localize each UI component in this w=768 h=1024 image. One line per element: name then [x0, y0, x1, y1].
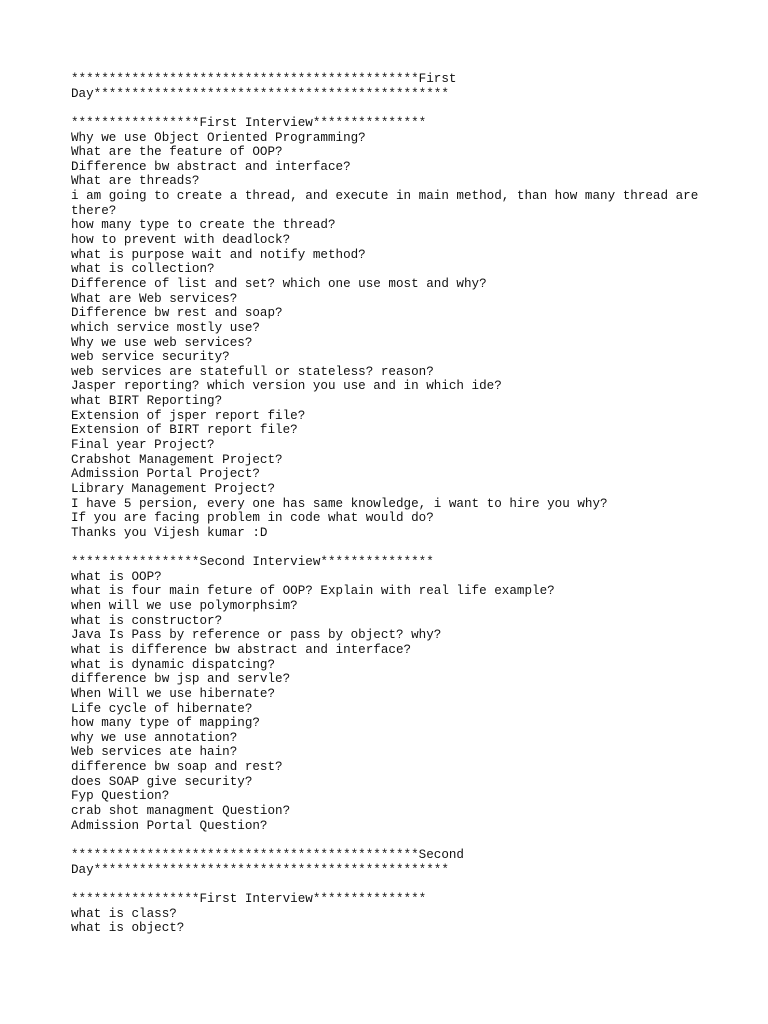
day-header-line: Day***********************************************: [71, 86, 449, 101]
question-line: web services are statefull or stateless? reason?: [71, 364, 434, 379]
question-line: what is dynamic dispatcing?: [71, 657, 276, 672]
question-line: Thanks you Vijesh kumar :D: [71, 525, 268, 540]
document-page: [71, 72, 731, 936]
question-line: Java Is Pass by reference or pass by object? why?: [71, 628, 442, 643]
question-line: what is object?: [71, 921, 185, 936]
question-line: Difference of list and set? which one use most and why?: [71, 276, 487, 291]
question-line: What are threads?: [71, 174, 200, 189]
day-header-line: Day***********************************************: [71, 862, 449, 877]
question-line: What are Web services?: [71, 291, 238, 306]
day1-second-interview: [71, 555, 731, 833]
question-line: Admission Portal Project?: [71, 467, 260, 482]
question-line: web service security?: [71, 350, 230, 365]
second-day-header: [71, 848, 731, 877]
question-line: how to prevent with deadlock?: [71, 233, 291, 248]
question-line: What are the feature of OOP?: [71, 145, 283, 160]
question-line: what is OOP?: [71, 569, 162, 584]
question-line: there?: [71, 203, 117, 218]
question-line: Web services ate hain?: [71, 745, 238, 760]
question-line: does SOAP give security?: [71, 774, 253, 789]
question-line: Final year Project?: [71, 438, 215, 453]
question-line: Fyp Question?: [71, 789, 170, 804]
day-header-line: **********************************************Second: [71, 847, 464, 862]
question-line: Difference bw rest and soap?: [71, 306, 283, 321]
blank-line: [71, 877, 731, 892]
question-line: what BIRT Reporting?: [71, 394, 223, 409]
question-line: crab shot managment Question?: [71, 804, 291, 819]
blank-line: [71, 541, 731, 556]
day-header-line: **********************************************First: [71, 72, 457, 86]
interview-heading: *****************Second Interview***************: [71, 555, 434, 570]
question-line: Why we use web services?: [71, 335, 253, 350]
question-line: Library Management Project?: [71, 481, 276, 496]
question-line: Difference bw abstract and interface?: [71, 159, 351, 174]
blank-line: [71, 833, 731, 848]
first-day-header: [71, 72, 731, 101]
question-line: difference bw soap and rest?: [71, 760, 283, 775]
question-line: I have 5 persion, every one has same knowledge, i want to hire you why?: [71, 496, 608, 511]
question-line: When Will we use hibernate?: [71, 686, 276, 701]
question-line: Extension of jsper report file?: [71, 408, 306, 423]
interview-heading: *****************First Interview***************: [71, 891, 427, 906]
day1-first-interview: [71, 116, 731, 541]
question-line: what is difference bw abstract and interface?: [71, 642, 412, 657]
question-line: what is class?: [71, 906, 177, 921]
question-line: If you are facing problem in code what would do?: [71, 511, 434, 526]
interview-heading: *****************First Interview***************: [71, 115, 427, 130]
question-line: why we use annotation?: [71, 730, 238, 745]
question-line: Admission Portal Question?: [71, 818, 268, 833]
question-line: Crabshot Management Project?: [71, 452, 283, 467]
day2-first-interview: [71, 892, 731, 936]
question-line: i am going to create a thread, and execute in main method, than how many thread are: [71, 189, 699, 204]
question-line: when will we use polymorphsim?: [71, 599, 298, 614]
question-line: what is purpose wait and notify method?: [71, 247, 366, 262]
question-line: which service mostly use?: [71, 320, 260, 335]
question-line: difference bw jsp and servle?: [71, 672, 291, 687]
question-line: Extension of BIRT report file?: [71, 423, 298, 438]
question-line: what is constructor?: [71, 613, 223, 628]
question-line: how many type to create the thread?: [71, 218, 336, 233]
question-line: Why we use Object Oriented Programming?: [71, 130, 366, 145]
question-line: Jasper reporting? which version you use and in which ide?: [71, 379, 502, 394]
question-line: what is collection?: [71, 262, 215, 277]
blank-line: [71, 101, 731, 116]
question-line: what is four main feture of OOP? Explain with real life example?: [71, 584, 555, 599]
question-line: how many type of mapping?: [71, 716, 260, 731]
question-line: Life cycle of hibernate?: [71, 701, 253, 716]
